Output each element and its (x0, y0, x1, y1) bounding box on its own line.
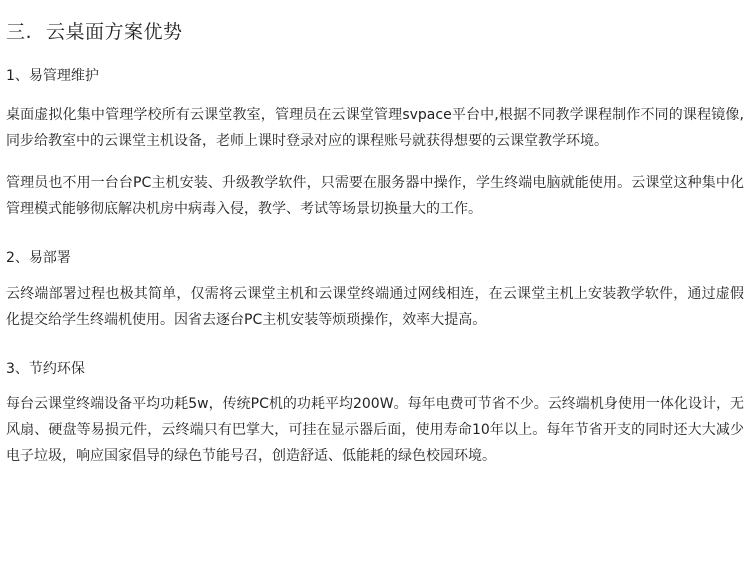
section-title-text: 云桌面方案优势 (46, 21, 183, 43)
subheading-easy-deployment: 2、易部署 (6, 250, 71, 266)
paragraph-energy-saving: 每台云课堂终端设备平均功耗5w，传统PC机的功耗平均200W。每年电费可节省不少。云终端机身使用一体化设计，无风扇、硬盘等易损元件，云终端只有巴掌大，可挂在显示器后面，使用寿命10年以上。每年节省开支的同时还大大减少电子垃圾，响应国家倡导的绿色节能号召，创造舒适、低能耗的绿色校园环境。 (6, 396, 744, 464)
paragraph-management-2: 管理员也不用一台台PC主机安装、升级教学软件，只需要在服务器中操作，学生终端电脑就能使用。云课堂这种集中化管理模式能够彻底解决机房中病毒入侵，教学、考试等场景切换量大的工作。 (6, 175, 744, 217)
subheading-energy-saving: 3、节约环保 (6, 361, 85, 377)
subheading-easy-management: 1、易管理维护 (6, 68, 99, 84)
paragraph-management-1: 桌面虚拟化集中管理学校所有云课堂教室，管理员在云课堂管理svpace平台中,根据不同教学课程制作不同的课程镜像, 同步给教室中的云课堂主机设备，老师上课时登录对应的课程账号就获得想要的云课堂教学环境。 (6, 107, 744, 149)
section-number: 三. (6, 21, 33, 43)
paragraph-deployment: 云终端部署过程也极其简单，仅需将云课堂主机和云课堂终端通过网线相连，在云课堂主机上安装教学软件，通过虚假化提交给学生终端机使用。因省去逐台PC主机安装等烦琐操作，效率大提高。 (6, 286, 744, 328)
section-title (6, 0, 744, 44)
